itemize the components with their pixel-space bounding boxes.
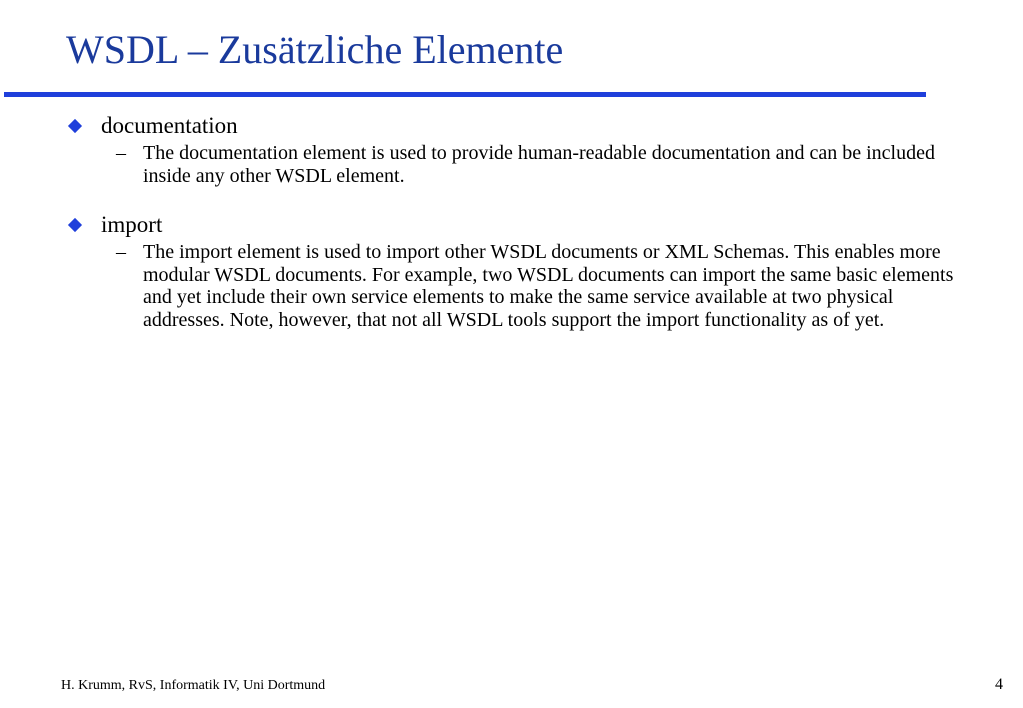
bullet-label: import [101,212,163,237]
bullet-label: documentation [101,113,238,138]
bullet-item-documentation [68,112,968,187]
title-divider [4,92,926,97]
page-number: 4 [995,676,1003,693]
bullet-item-import [68,211,968,331]
slide-content [68,112,968,355]
footer-author: H. Krumm, RvS, Informatik IV, Uni Dortmund [61,678,326,693]
sub-item-text: The documentation element is used to provide human-readable documentation and can be included inside any other WSDL element. [143,142,935,187]
diamond-icon [68,218,82,232]
sub-item [101,142,968,187]
slide-title: WSDL – Zusätzliche Elemente [66,27,564,72]
sub-item-text: The import element is used to import other WSDL documents or XML Schemas. This enables more modular WSDL documents. For example, two WSDL documents can import the same basic elements and yet include their own service elements to make the same service available at two physical addresses. Note, however, that not all WSDL tools support the import functionality as of yet. [143,241,954,331]
dash-marker: – [116,241,126,263]
diamond-icon [68,119,82,133]
sub-item [101,241,968,331]
dash-marker: – [116,142,126,164]
